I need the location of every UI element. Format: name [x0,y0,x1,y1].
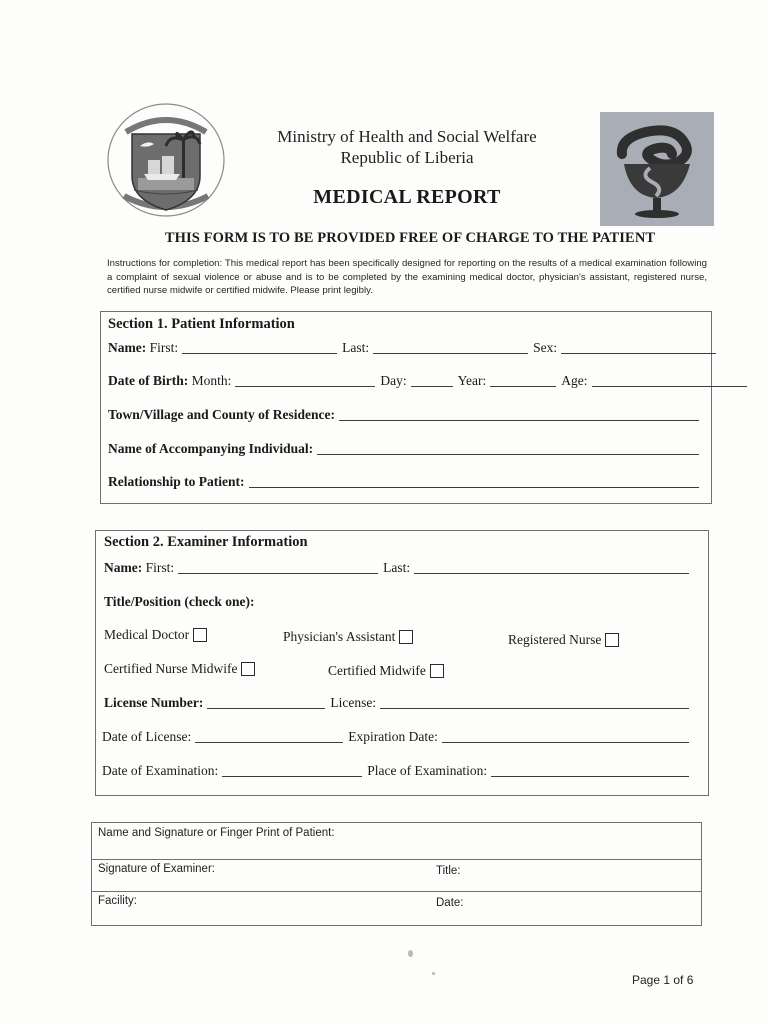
scan-speck [408,950,413,957]
place-of-examination-label: Place of Examination: [367,763,488,778]
section1-title: Section 1. Patient Information [108,316,295,332]
section-patient-information [100,311,712,504]
patient-first-label: First: [149,340,179,355]
examiner-last-name-field[interactable] [414,560,689,574]
accompanying-field[interactable] [317,441,699,455]
residence-row [108,407,704,423]
ministry-name: Ministry of Health and Social Welfare [277,127,537,146]
dob-month-field[interactable] [235,373,375,387]
page-number: Page 1 of 6 [632,973,694,987]
place-of-examination-field[interactable] [491,763,689,777]
dob-label: Date of Birth: [108,373,189,388]
patient-dob-row [108,373,704,389]
registered-nurse-checkbox[interactable] [605,633,619,647]
patient-sex-label: Sex: [533,340,558,355]
accompanying-row [108,441,704,457]
patient-signature-label: Name and Signature or Finger Print of Patient: [98,827,335,839]
option-physicians-assistant[interactable] [283,629,413,645]
physicians-assistant-checkbox[interactable] [399,630,413,644]
date-of-examination-label: Date of Examination: [102,763,219,778]
registered-nurse-label: Registered Nurse [508,632,602,647]
patient-last-name-field[interactable] [373,340,528,354]
examiner-name-label: Name: [104,560,143,575]
ministry-heading [250,126,564,168]
title-position-row [104,594,254,610]
date-label: Date: [436,897,464,909]
liberia-coat-of-arms-seal [104,98,228,222]
country-name: Republic of Liberia [340,148,474,167]
examiner-first-name-field[interactable] [178,560,378,574]
expiration-date-label: Expiration Date: [348,729,438,744]
license-number-label: License Number: [104,695,204,710]
accompanying-label: Name of Accompanying Individual: [108,441,314,456]
age-label: Age: [561,373,588,388]
patient-name-label: Name: [108,340,147,355]
relationship-field[interactable] [249,474,700,488]
certified-nurse-midwife-checkbox[interactable] [241,662,255,676]
facility-row[interactable] [92,891,701,925]
section2-title: Section 2. Examiner Information [104,534,308,550]
patient-sex-field[interactable] [561,340,716,354]
relationship-label: Relationship to Patient: [108,474,245,489]
scan-speck [432,972,435,975]
medical-doctor-label: Medical Doctor [104,627,190,642]
examiner-first-label: First: [145,560,175,575]
free-of-charge-notice: THIS FORM IS TO BE PROVIDED FREE OF CHARGE TO THE PATIENT [164,230,656,246]
patient-signature-row[interactable] [92,823,701,857]
residence-label: Town/Village and County of Residence: [108,407,336,422]
facility-label: Facility: [98,895,137,907]
date-of-license-label: Date of License: [102,729,192,744]
relationship-row [108,474,704,490]
physicians-assistant-label: Physician's Assistant [283,629,396,644]
dob-month-label: Month: [191,373,232,388]
dob-year-label: Year: [457,373,487,388]
title-label: Title: [436,865,461,877]
option-certified-midwife[interactable] [328,663,444,679]
patient-name-row [108,340,704,356]
date-of-license-field[interactable] [195,729,343,743]
age-field[interactable] [592,373,747,387]
residence-field[interactable] [339,407,699,421]
expiration-date-field[interactable] [442,729,689,743]
license-number-field[interactable] [207,695,325,709]
examination-row [102,763,694,779]
dob-day-field[interactable] [411,373,453,387]
option-registered-nurse[interactable] [508,632,619,648]
section-examiner-information [95,530,709,796]
medical-doctor-checkbox[interactable] [193,628,207,642]
examiner-signature-row[interactable] [92,859,701,893]
caduceus-image [600,112,714,226]
date-of-examination-field[interactable] [222,763,362,777]
examiner-name-row [104,560,694,576]
license-row [104,695,694,711]
examiner-last-label: Last: [383,560,411,575]
signature-table [91,822,702,926]
license-label: License: [330,695,377,710]
report-title: MEDICAL REPORT [313,186,501,208]
option-medical-doctor[interactable] [104,627,207,643]
certified-nurse-midwife-label: Certified Nurse Midwife [104,661,238,676]
license-field[interactable] [380,695,689,709]
examiner-signature-label: Signature of Examiner: [98,863,215,875]
patient-last-label: Last: [342,340,370,355]
patient-first-name-field[interactable] [182,340,337,354]
license-dates-row [102,729,694,745]
title-position-label: Title/Position (check one): [104,594,255,609]
dob-year-field[interactable] [490,373,556,387]
certified-midwife-checkbox[interactable] [430,664,444,678]
dob-day-label: Day: [380,373,407,388]
certified-midwife-label: Certified Midwife [328,663,426,678]
completion-instructions: Instructions for completion: This medical report has been specifically designed for reporting on the results of a medical examination following a complaint of sexual violence or abuse and is to be completed by the examining medical doctor, physician's assistant, registered nurse, certified nurse midwife or certified midwife. Please print legibly. [107,258,707,296]
option-certified-nurse-midwife[interactable] [104,661,255,677]
